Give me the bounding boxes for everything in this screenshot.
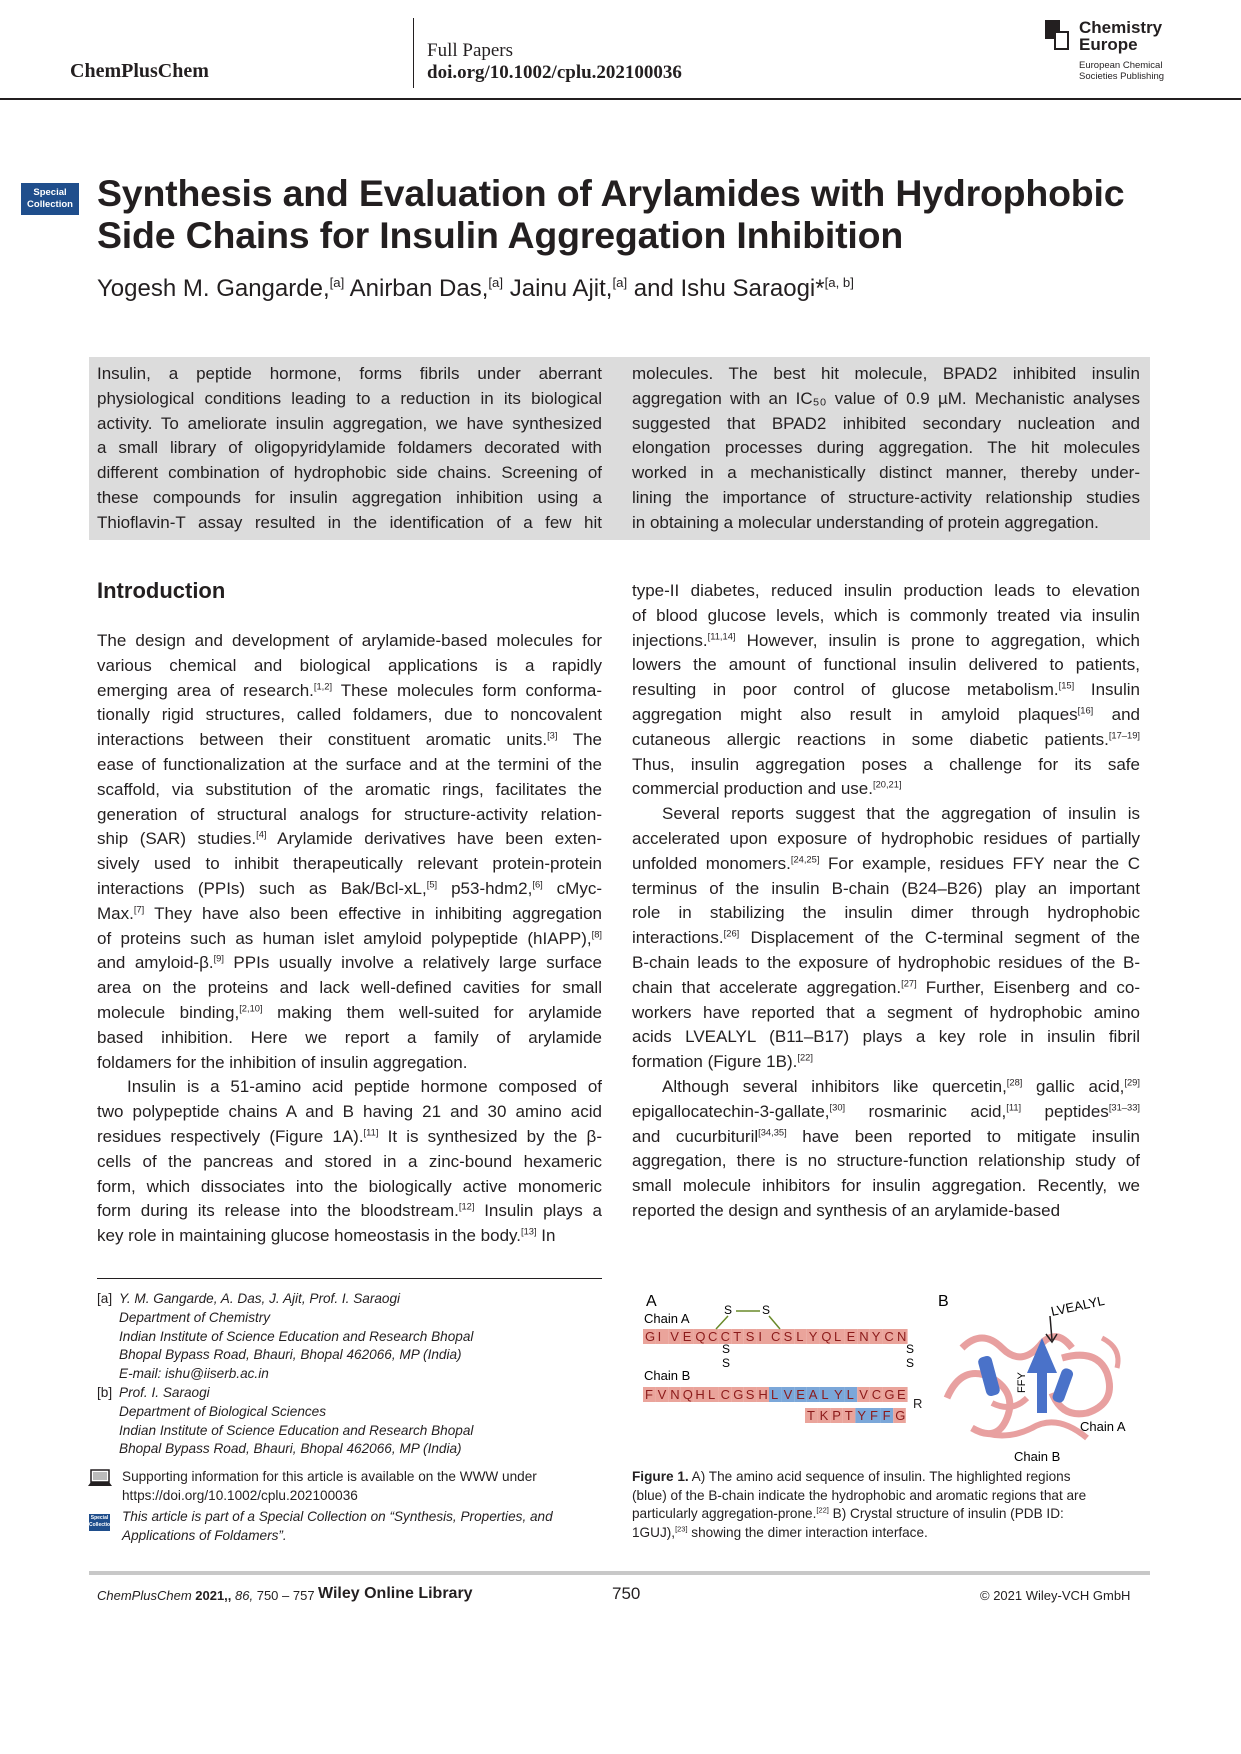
affiliation-line: Indian Institute of Science Education and Research Bhopal [119,1422,474,1438]
text-line: The design and development of arylamide-based molecules for [97,631,602,650]
citation-ref[interactable]: [27] [901,978,917,989]
panel-label-b: B [938,1293,949,1310]
text-line: of blood glucose levels, which is commonly treated via insulin [632,605,1140,625]
publisher-name-2: Europe [1079,35,1138,54]
publisher-sub-2: Societies Publishing [1079,71,1165,82]
affiliation-ref: [a] [488,275,504,290]
special-collection-note [122,1508,604,1546]
text-line: worked in a mechanistically distinct manner, thereby under- [632,463,1140,483]
text-line: based inhibition. Here we report a family of arylamide [97,1027,602,1047]
citation-ref[interactable]: [11] [363,1127,379,1138]
chain-a-sequence [643,1329,908,1344]
header-rule [0,98,1241,100]
citation-ref[interactable]: [6] [532,879,543,890]
text-line: area on the proteins and lack well-defined cavities for small [97,978,602,998]
citation-ref[interactable]: [3] [547,730,558,741]
affiliation-ref: [a] [612,275,628,290]
residue: C [720,1329,730,1344]
affiliation-line: Indian Institute of Science Education and Research Bhopal [119,1328,474,1344]
special-collection-badge-small [89,1514,114,1531]
citation-ref[interactable]: [30] [829,1102,846,1113]
footer-citation: ChemPlusChem 2021,, 86, 750 – 757 [97,1588,315,1603]
citation-ref[interactable]: [9] [213,953,224,964]
text-line: physiological conditions leading to a reduction in its biological [97,388,602,408]
chemistry-europe-logo-icon [1045,20,1069,50]
text-line: residues respectively (Figure 1A).[11] It is synthesized by the β- [97,1126,602,1146]
text-line: type-II diabetes, reduced insulin production leads to elevation [632,581,1140,600]
residue: F [882,1408,891,1423]
citation-ref[interactable]: [1,2] [313,680,333,691]
badge-line: Collection [89,1522,114,1528]
text-line: cells of the pancreas and stored in a zinc-bound hexameric [97,1151,602,1171]
text-line: chain that accelerate aggregation.[27] Further, Eisenberg and co- [632,977,1140,997]
sc-line: Applications of Foldamers”. [122,1527,287,1543]
figure-caption [632,1468,1142,1542]
affiliation-line: Bhopal Bypass Road, Bhauri, Bhopal 462066, MP (India) [119,1441,462,1457]
text-line: in obtaining a molecular understanding of protein aggregation. [632,512,1099,532]
page-number: 750 [612,1584,641,1603]
panel-label-a: A [646,1293,657,1310]
text-line: Insulin is a 51-amino acid peptide hormone composed of [127,1077,602,1097]
residue: E [796,1387,805,1402]
residue: F [645,1387,653,1402]
citation-ref[interactable]: [4] [256,829,267,840]
chain-a-label: Chain A [644,1311,690,1326]
residue: S [745,1387,755,1402]
affiliation-line: E-mail: ishu@iiserb.ac.in [119,1366,269,1382]
residue: C [708,1329,718,1344]
residue: C [771,1329,781,1344]
body-column-right [632,579,1140,1224]
affiliation-line: Department of Biological Sciences [119,1403,327,1419]
chain-b-sequence [643,1387,908,1402]
citation-ref[interactable]: [28] [1006,1077,1023,1088]
citation-ref[interactable]: [16] [1077,705,1094,716]
text-line: aggregation might also result in amyloid plaques[16] and [632,704,1140,724]
citation-ref[interactable]: [7] [133,904,145,915]
residue: Q [682,1387,693,1402]
text-line: suggested that BPAD2 inhibited secondary nucleation and [632,413,1140,433]
residue: L [796,1329,804,1344]
text-line: Insulin, a peptide hormone, forms fibrils under aberrant [97,364,602,383]
text-line: form during its release into the bloodstream.[12] Insulin plays a [97,1201,602,1221]
text-line: sively used to inhibit therapeutically relevant protein-protein [97,854,602,874]
text-line: Thus, insulin aggregation poses a challenge for its safe [632,754,1140,774]
residue: C [871,1387,882,1402]
doi-link[interactable]: doi.org/10.1002/cplu.202100036 [427,62,682,83]
footnote-rule [97,1278,602,1279]
affiliation-line: Department of Chemistry [119,1309,271,1325]
citation-ref[interactable]: [22] [797,1052,813,1063]
residue: S [783,1329,793,1344]
text-line: epigallocatechin-3-gallate,[30] rosmarinic acid,[11] peptides[31–33] [632,1101,1140,1121]
text-line: accelerated upon exposure of hydrophobic residues of partially [632,828,1140,848]
disulfide-s: S [722,1356,731,1370]
text-line: interactions.[26] Displacement of the C-terminal segment of the [632,928,1140,948]
text-line: small molecule inhibitors for insulin aggregation. Recently, we [632,1176,1140,1196]
si-url[interactable]: https://doi.org/10.1002/cplu.202100036 [122,1487,358,1503]
citation-ref[interactable]: [20,21] [872,779,902,790]
text-line: reported the design and synthesis of an arylamide-based [632,1200,1061,1220]
text-line: lowers the amount of functional insulin delivered to patients, [632,655,1140,675]
struct-chain-b-label: Chain B [1014,1449,1061,1464]
affiliation-line: Bhopal Bypass Road, Bhauri, Bhopal 462066, MP (India) [119,1347,462,1363]
affiliation-a [97,1290,473,1384]
text-line: role in stabilizing the insulin dimer through hydrophobic [632,903,1140,923]
badge-line: Special [33,187,67,198]
journal-name: ChemPlusChem [70,60,209,82]
text-line: acids LVEALYL (B11–B17) plays a key role in insulin fibril [632,1027,1140,1047]
text-line: workers have reported that a segment of hydrophobic amino [632,1002,1140,1022]
supporting-info-note [122,1468,604,1506]
caption-line: particularly aggregation-prone.[22] B) Crystal structure of insulin (PDB ID: [632,1505,1064,1522]
residue: Y [871,1329,881,1344]
ffy-label: FFY [1016,1372,1028,1393]
citation-ref[interactable]: [22] [816,1505,829,1515]
citation-ref[interactable]: [5] [426,879,438,890]
si-line: Supporting information for this article is available on the WWW under [122,1469,537,1484]
affiliation-line: [a] Y. M. Gangarde, A. Das, J. Ajit, Prof. I. Saraogi [97,1291,401,1306]
residue: N [859,1329,869,1344]
abstract-left [97,362,602,536]
text-line: molecules. The best hit molecule, BPAD2 inhibited insulin [632,364,1140,383]
text-line: Thioflavin-T assay resulted in the identification of a few hit [97,512,602,532]
text-line: foldamers for the inhibition of insulin aggregation. [97,1052,468,1072]
article-type: Full Papers [427,40,514,61]
residue: H [758,1387,768,1402]
copyright: © 2021 Wiley-VCH GmbH [980,1588,1131,1603]
citation-ref[interactable]: [8] [591,928,602,939]
residue: G [645,1329,656,1344]
residue: I [657,1329,662,1344]
caption-line: Figure 1. A) The amino acid sequence of insulin. The highlighted regions [632,1469,1071,1484]
publisher-sub: European Chemical [1079,60,1163,71]
text-line: interactions between their constituent aromatic units.[3] The [97,730,602,750]
text-line: generation of structural analogs for structure-activity relation- [97,804,602,824]
lvealyl-label: LVEALYL [1049,1292,1106,1319]
residue: I [758,1329,763,1344]
text-line: Several reports suggest that the aggregation of insulin is [662,804,1140,824]
text-line: various chemical and biological applications is a rapidly [97,655,602,675]
residue: E [897,1387,906,1402]
text-line: ship (SAR) studies.[4] Arylamide derivatives have been exten- [97,829,602,849]
affiliation-ref: [a, b] [824,275,854,290]
badge-line: Special [90,1515,109,1521]
text-line: injections.[11,14] However, insulin is prone to aggregation, which [632,630,1140,650]
article-title: Synthesis and Evaluation of Arylamides with Hydrophobic [97,172,1125,214]
text-line: molecule binding,[2,10] making them well-suited for arylamide [97,1002,602,1022]
author-list: Yogesh M. Gangarde,[a] Anirban Das,[a] Jainu Ajit,[a] and Ishu Saraogi*[a, b] [97,275,854,302]
badge-line: Collection [27,199,73,210]
text-line: B-chain leads to the exposure of hydrophobic residues of the B- [632,952,1140,972]
residue: Y [857,1408,867,1423]
residue: G [884,1387,895,1402]
text-line: and cucurbituril[34,35] have been reported to mitigate insulin [632,1126,1140,1146]
abstract-right [632,362,1140,536]
text-line: a small library of oligopyridylamide foldamers decorated with [97,438,602,458]
text-line: aggregation, there is no structure-function relationship study of [632,1151,1140,1171]
text-line: cutaneous allergic reactions in some diabetic patients.[17–19] [632,729,1140,749]
residue: V [859,1387,868,1402]
residue: T [807,1408,815,1423]
text-line: different combination of hydrophobic side chains. Screening of [97,463,602,483]
residue: L [821,1387,829,1402]
affiliation-ref: [a] [329,275,345,290]
residue: G [733,1387,744,1402]
text-line: and amyloid-β.[9] PPIs usually involve a relatively large surface [97,953,603,973]
text-line: form, which dissociates into the biologically active monomeric [97,1176,602,1196]
residue: C [720,1387,730,1402]
publisher-name: Chemistry [1079,18,1163,37]
residue: L [846,1387,854,1402]
caption-line: (blue) of the B-chain indicate the hydrophobic and aromatic regions that are [632,1487,1087,1503]
affiliation-line: [b] Prof. I. Saraogi [97,1385,210,1400]
header-divider [413,18,414,88]
text-line: tionally rigid structures, called foldamers, due to noncovalent [97,705,602,725]
text-line: scaffold, via substitution of the aromatic rings, facilitates the [97,779,602,799]
article-title-2: Side Chains for Insulin Aggregation Inhibition [97,214,904,256]
text-line: formation (Figure 1B).[22] [632,1052,813,1072]
citation-ref[interactable]: [17–19] [1108,730,1140,741]
disulfide-s: S [762,1303,771,1317]
residue: S [745,1329,755,1344]
residue: H [695,1387,705,1402]
citation-ref[interactable]: [15] [1058,680,1075,691]
text-line: Although several inhibitors like quercetin,[28] gallic acid,[29] [662,1076,1140,1096]
text-line: Max.[7] They have also been effective in inhibiting aggregation [97,903,602,923]
sc-line: This article is part of a Special Collection on “Synthesis, Properties, and [122,1509,553,1524]
citation-ref[interactable]: [34,35] [758,1126,787,1137]
residue: V [783,1387,793,1402]
body-column-left [97,629,602,1249]
disulfide-s: S [724,1303,733,1317]
citation-ref[interactable]: [31–33] [1108,1102,1140,1113]
footer-rule [89,1571,1150,1575]
citation-ref[interactable]: [11,14] [707,630,736,641]
residue: L [771,1387,779,1402]
residue: L [708,1387,716,1402]
section-heading: Introduction [97,578,226,603]
residue: L [834,1329,842,1344]
text-line: interactions (PPIs) such as Bak/Bcl-xL,[5] p53-hdm2,[6] cMyc- [97,878,603,898]
residue: G [895,1408,906,1423]
computer-icon [88,1469,112,1487]
affiliation-b [97,1384,473,1459]
residue: K [819,1408,829,1423]
residue: Q [695,1329,706,1344]
text-line: resulting in poor control of glucose metabolism.[15] Insulin [632,680,1140,700]
citation-ref[interactable]: [24,25] [790,854,820,865]
text-line: terminus of the insulin B-chain (B24–B26) play an important [632,878,1140,898]
chain-b-r: R [913,1396,923,1411]
citation-ref[interactable]: [29] [1124,1077,1140,1088]
residue: T [844,1408,853,1423]
text-line: emerging area of research.[1,2] These molecules form conforma- [97,680,602,700]
figure-1 [632,1278,1142,1466]
residue: A [808,1387,818,1402]
text-line: ease of functionalization at the surface and at the termini of the [97,754,602,774]
text-line: commercial production and use.[20,21] [632,779,902,799]
chain-b-label: Chain B [644,1368,691,1383]
citation-ref[interactable]: [13] [520,1226,537,1237]
citation-ref[interactable]: [23] [675,1524,688,1534]
text-line: unfolded monomers.[24,25] For example, residues FFY near the C [632,853,1140,873]
disulfide-s: S [906,1356,915,1370]
residue: E [682,1329,692,1344]
wiley-online-library[interactable]: Wiley Online Library [318,1585,473,1602]
residue: N [897,1329,907,1344]
text-line: aggregation with an IC₅₀ value of 0.9 µM. Mechanistic analyses [632,388,1140,408]
chain-b-sequence-2 [805,1408,906,1423]
residue: N [670,1387,680,1402]
text-line: two polypeptide chains A and B having 21 and 30 amino acid [97,1102,602,1122]
citation-ref[interactable]: [12] [458,1201,475,1212]
text-line: key role in maintaining glucose homeostasis in the body.[13] In [97,1226,556,1246]
residue: Y [808,1329,818,1344]
residue: Y [834,1387,843,1402]
citation-ref[interactable]: [2,10] [239,1003,263,1014]
residue: E [846,1329,856,1344]
residue: T [733,1329,742,1344]
citation-ref[interactable]: [26] [723,928,740,939]
residue: F [870,1408,878,1423]
residue: Q [821,1329,832,1344]
citation-ref[interactable]: [11] [1006,1102,1022,1113]
text-line: lining the importance of structure-activity relationship studies [632,487,1140,507]
disulfide-s: S [906,1342,915,1356]
text-line: activity. To ameliorate insulin aggregation, we have synthesized [97,413,602,433]
residue: P [832,1408,841,1423]
special-collection-badge [21,183,79,215]
text-line: elongation processes during aggregation. The hit molecules [632,438,1140,458]
disulfide-s: S [722,1342,731,1356]
text-line: these compounds for insulin aggregation inhibition using a [97,487,602,507]
struct-chain-a-label: Chain A [1080,1419,1126,1434]
caption-line: 1GUJ),[23] showing the dimer interaction interface. [632,1524,928,1540]
text-line: of proteins such as human islet amyloid polypeptide (hIAPP),[8] [97,928,602,948]
residue: V [670,1329,679,1344]
residue: V [657,1387,667,1402]
residue: C [884,1329,894,1344]
